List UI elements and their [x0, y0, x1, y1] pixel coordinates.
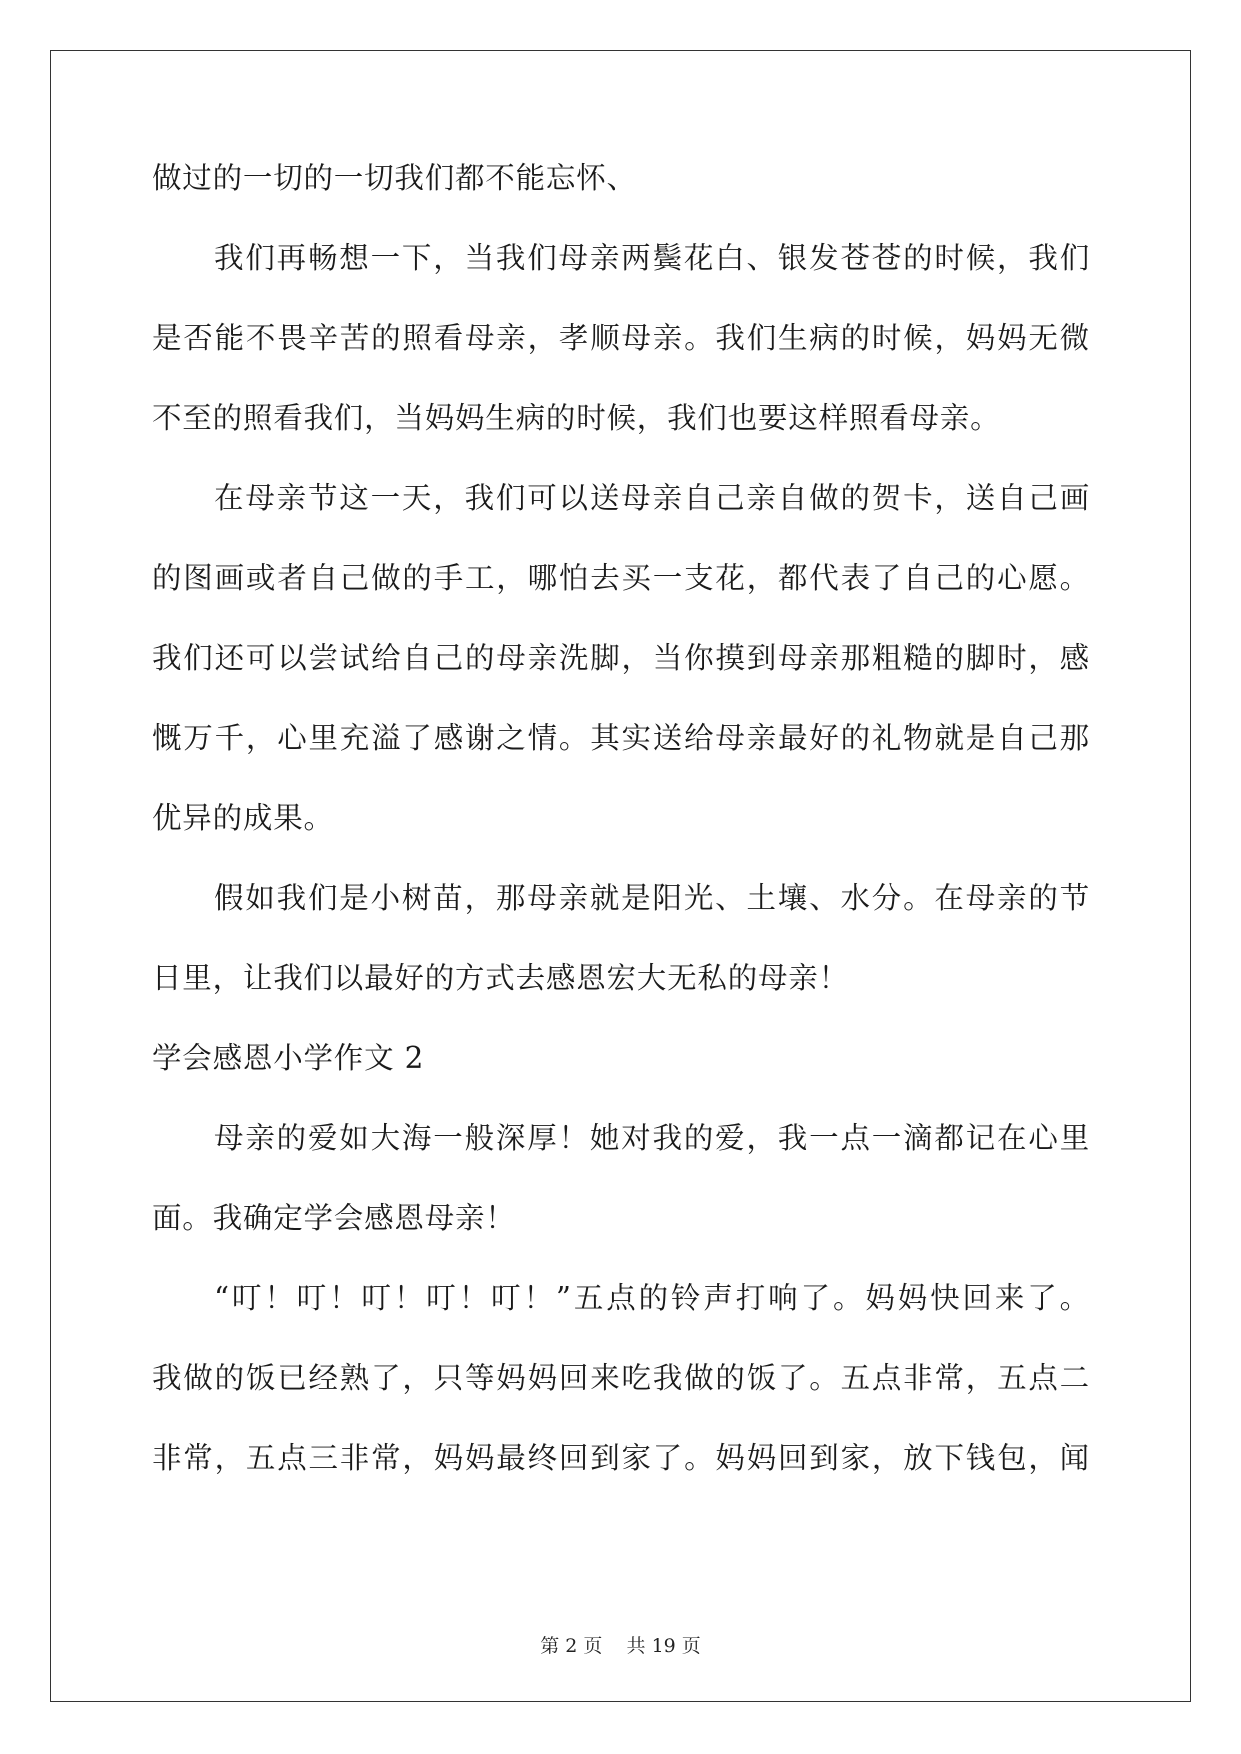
- text-line: 我做的饭已经熟了，只等妈妈回来吃我做的饭了。五点非常，五点二: [152, 1361, 1090, 1395]
- text-line: 是否能不畏辛苦的照看母亲，孝顺母亲。我们生病的时候，妈妈无微: [152, 321, 1090, 355]
- page-footer: [0, 1634, 1241, 1658]
- text-line: 在母亲节这一天，我们可以送母亲自己亲自做的贺卡，送自己画: [214, 481, 1090, 515]
- text-line: 慨万千，心里充溢了感谢之情。其实送给母亲最好的礼物就是自己那: [152, 721, 1090, 755]
- page-number: 第 2 页: [540, 1635, 603, 1657]
- text-line: 假如我们是小树苗，那母亲就是阳光、土壤、水分。在母亲的节: [214, 881, 1090, 915]
- text-line: 我们再畅想一下，当我们母亲两鬓花白、银发苍苍的时候，我们: [214, 241, 1090, 275]
- page-total: 共 19 页: [626, 1635, 701, 1657]
- text-line: 优异的成果。: [152, 801, 334, 835]
- text-line: 不至的照看我们，当妈妈生病的时候，我们也要这样照看母亲。: [152, 401, 1001, 435]
- text-line: 面。我确定学会感恩母亲！: [152, 1201, 516, 1235]
- text-line: “叮！叮！叮！叮！叮！”五点的铃声打响了。妈妈快回来了。: [214, 1281, 1090, 1315]
- text-line: 我们还可以尝试给自己的母亲洗脚，当你摸到母亲那粗糙的脚时，感: [152, 641, 1090, 675]
- text-line: 日里，让我们以最好的方式去感恩宏大无私的母亲！: [152, 961, 849, 995]
- text-line: 非常，五点三非常，妈妈最终回到家了。妈妈回到家，放下钱包，闻: [152, 1441, 1090, 1475]
- text-line: 的图画或者自己做的手工，哪怕去买一支花，都代表了自己的心愿。: [152, 561, 1090, 595]
- section-heading: 学会感恩小学作文 2: [152, 1041, 425, 1075]
- text-line: 做过的一切的一切我们都不能忘怀、: [152, 161, 637, 195]
- text-line: 母亲的爱如大海一般深厚！她对我的爱，我一点一滴都记在心里: [214, 1121, 1090, 1155]
